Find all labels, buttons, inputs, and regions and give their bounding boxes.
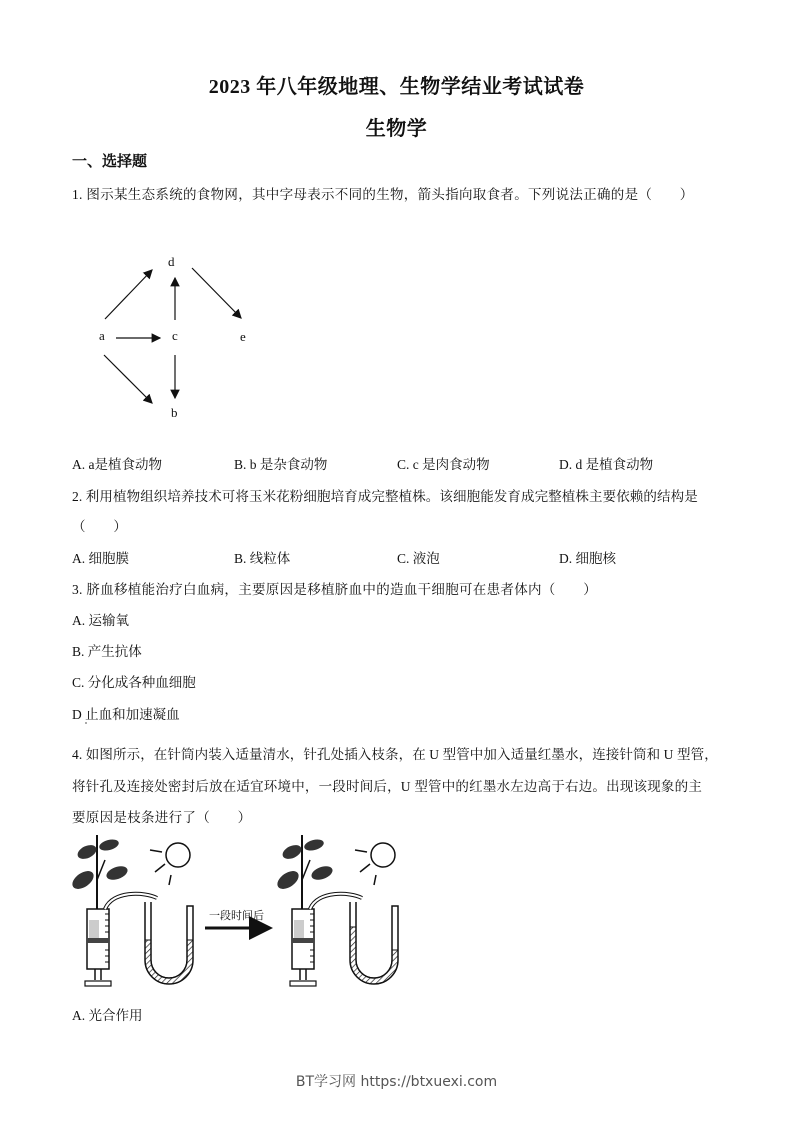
q1-option-a: A. a是植食动物 <box>72 457 162 472</box>
q3-option-a: A. 运输氧 <box>72 613 129 628</box>
q2-option-a: A. 细胞膜 <box>72 551 129 566</box>
question-2-stem-cont: （ ） <box>72 519 128 534</box>
q1-option-c: C. c 是肉食动物 <box>397 457 490 472</box>
node-b: b <box>171 405 178 420</box>
q1-option-d: D. d 是植食动物 <box>559 457 654 472</box>
q3-option-b: B. 产生抗体 <box>72 644 142 659</box>
node-e: e <box>240 329 246 344</box>
watermark-footer: BT学习网 https://btxuexi.com <box>295 1074 498 1090</box>
question-2-stem: 2. 利用植物组织培养技术可将玉米花粉细胞培育成完整植株。该细胞能发育成完整植株主要依赖的结构是 <box>72 489 698 504</box>
figure-label-after-time: 一段时间后 <box>209 910 264 922</box>
q2-option-d: D. 细胞核 <box>559 551 616 566</box>
q1-option-b: B. b 是杂食动物 <box>234 457 328 472</box>
question-3-stem: 3. 脐血移植能治疗白血病，主要原因是移植脐血中的造血干细胞可在患者体内（ ） <box>72 582 597 597</box>
q2-option-c: C. 液泡 <box>397 551 440 566</box>
node-c: c <box>172 328 178 343</box>
question-1-stem: 1. 图示某生态系统的食物网，其中字母表示不同的生物，箭头指向取食者。下列说法正确的是（ ） <box>72 187 694 202</box>
question-4-stem-line-1: 4. 如图所示，在针筒内装入适量清水，针孔处插入枝条，在 U 型管中加入适量红墨水，连接针筒和 U 型管， <box>72 747 718 762</box>
food-web-arrows <box>80 240 280 430</box>
q2-option-b: B. 线粒体 <box>234 551 291 566</box>
exam-subtitle: 生物学 <box>365 118 428 140</box>
exam-title: 2023 年八年级地理、生物学结业考试试卷 <box>208 76 585 98</box>
question-4-stem-line-3: 要原因是枝条进行了（ ） <box>72 810 252 825</box>
question-4-stem-line-2: 将针孔及连接处密封后放在适宜环境中，一段时间后，U 型管中的红墨水左边高于右边。出现该现象的主 <box>72 779 703 794</box>
q4-option-a: A. 光合作用 <box>72 1008 143 1023</box>
node-d: d <box>168 254 175 269</box>
q3-option-d: D 止血和加速凝血 <box>72 707 180 722</box>
section-heading: 一、选择题 <box>72 154 148 170</box>
node-a: a <box>99 328 105 343</box>
scan-speck <box>85 722 87 724</box>
q3-option-c: C. 分化成各种血细胞 <box>72 675 196 690</box>
